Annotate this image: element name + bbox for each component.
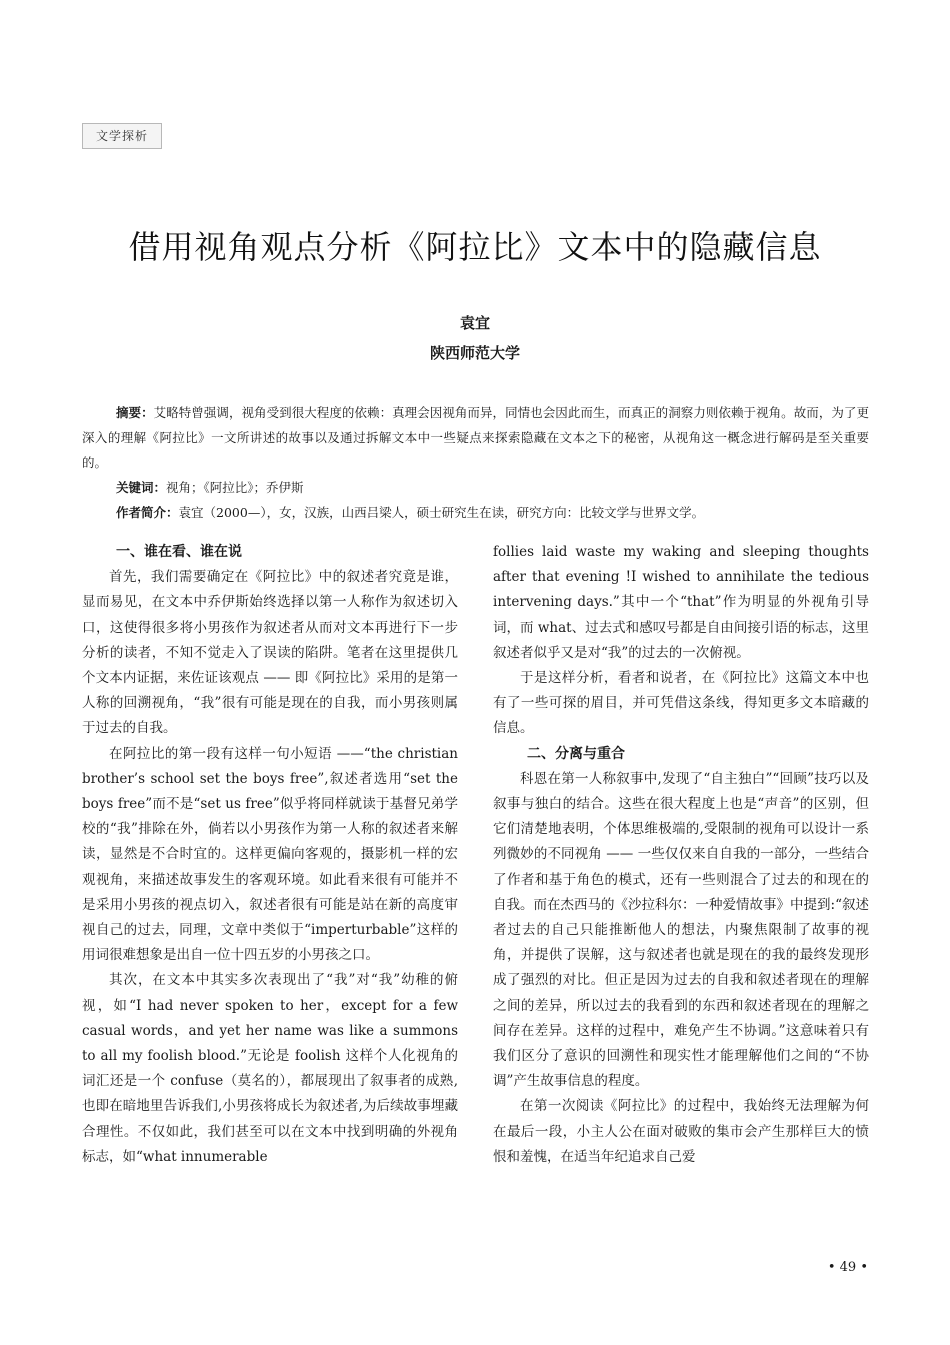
author-bio-text: 袁宜（2000—），女，汉族，山西吕梁人，硕士研究生在读，研究方向：比较文学与世界文学。: [178, 505, 705, 520]
author-name: 袁宜: [459, 314, 490, 332]
section-heading-2: 二、分离与重合: [527, 745, 625, 762]
paragraph: 首先，我们需要确定在《阿拉比》中的叙述者究竟是谁，显而易见，在文本中乔伊斯始终选择以第一人称作为叙述切入口，这使得很多将小男孩作为叙述者从而对文本再进行下一步分析的读者，不知不觉走入了误读的陷阱。笔者在这里提供几个文本内证据，来佐证该观点 —— 即《阿拉比》采用的是第一人称的回溯视角，“我”很有可能是现在的自我，而小男孩则属于过去的自我。: [82, 569, 458, 737]
author-bio: [116, 500, 869, 525]
left-column: [82, 540, 458, 1170]
page-number: • 49 •: [827, 1260, 868, 1275]
keywords-label: 关键词：: [116, 480, 167, 495]
paragraph: follies laid waste my waking and sleeping thoughts after that evening !I wished to annihilate the tedious intervening days.”其中一个“that”作为明显的外视角引导词，而 what、过去式和感叹号都是自由间接引语的标志，这里叙述者似乎又是对“我”的过去的一次俯视。: [493, 544, 869, 661]
author-bio-label: 作者简介：: [116, 505, 179, 520]
paragraph: 科恩在第一人称叙事中,发现了“自主独白”“回顾”技巧以及叙事与独白的结合。这些在很大程度上也是“声音”的区别，但它们清楚地表明，个体思维极端的,受限制的视角可以设计一系列微妙的不同视角 —— 一些仅仅来自自我的一部分，一些结合了作者和基于角色的模式，还有一些则混合了过去的和现在的自我。而在杰西马的《沙拉科尔：一种爱情故事》中提到:“叙述者过去的自己只能推断他人的想法，内聚焦限制了故事的视角，并提供了误解，这与叙述者也就是现在的我的最终发现形成了强烈的对比。但正是因为过去的自我和叙述者现在的理解之间的差异，所以过去的我看到的东西和叙述者现在的理解之间存在差异。这样的过程中，难免产生不协调。”这意味着只有我们区分了意识的回溯性和现实性才能理解他们之间的“不协调”产生故事信息的程度。: [493, 770, 869, 1090]
abstract: [82, 400, 869, 475]
section-tag: 文学探析: [82, 123, 162, 149]
article-title: 借用视角观点分析《阿拉比》文本中的隐藏信息: [128, 228, 822, 266]
right-column: [493, 540, 869, 1170]
keywords-text: 视角；《阿拉比》；乔伊斯: [166, 480, 304, 495]
article-meta: [82, 400, 869, 525]
abstract-text: 艾略特曾强调，视角受到很大程度的依赖：真理会因视角而异，同情也会因此而生，而真正的洞察力则依赖于视角。故而，为了更深入的理解《阿拉比》一文所讲述的故事以及通过拆解文本中一些疑点来探索隐藏在文本之下的秘密，从视角这一概念进行解码是至关重要的。: [82, 405, 869, 470]
abstract-label: 摘要：: [116, 405, 154, 420]
keywords: [116, 475, 869, 500]
paragraph: 其次，在文本中其实多次表现出了“我”对“我”幼稚的俯视，如“I had never spoken to her，except for a few casual words，and yet her name was like a summons to all my foolish blood.”无论是 foolish 这样个人化视角的词汇还是一个 confuse（莫名的），都展现出了叙事者的成熟,也即在暗地里告诉我们,小男孩将成长为叙述者,为后续故事埋藏合理性。不仅如此，我们甚至可以在文本中找到明确的外视角标志，如“what innumerable: [82, 972, 458, 1165]
section-heading-1: 一、谁在看、谁在说: [116, 544, 242, 560]
author-affiliation: 陕西师范大学: [429, 344, 520, 362]
paragraph: 于是这样分析，看者和说者，在《阿拉比》这篇文本中也有了一些可探的眉目，并可凭借这条线，得知更多文本暗藏的信息。: [493, 670, 869, 737]
paragraph: 在第一次阅读《阿拉比》的过程中，我始终无法理解为何在最后一段，小主人公在面对破败的集市会产生那样巨大的愤恨和羞愧，在适当年纪追求自己爱: [493, 1098, 869, 1165]
paragraph: 在阿拉比的第一段有这样一句小短语 ——“the christian brother’s school set the boys free”,叙述者选用“set the boys free”而不是“set us free”似乎将同样就读于基督兄弟学校的“我”排除在外，倘若以小男孩作为第一人称的叙述者来解读，显然是不合时宜的。这样更偏向客观的，摄影机一样的宏观视角，来描述故事发生的客观环境。如此看来很有可能并不是采用小男孩的视点切入，叙述者很有可能是站在新的高度审视自己的过去，同理，文章中类似于“imperturbable”这样的用词很难想象是出自一位十四五岁的小男孩之口。: [82, 745, 458, 964]
